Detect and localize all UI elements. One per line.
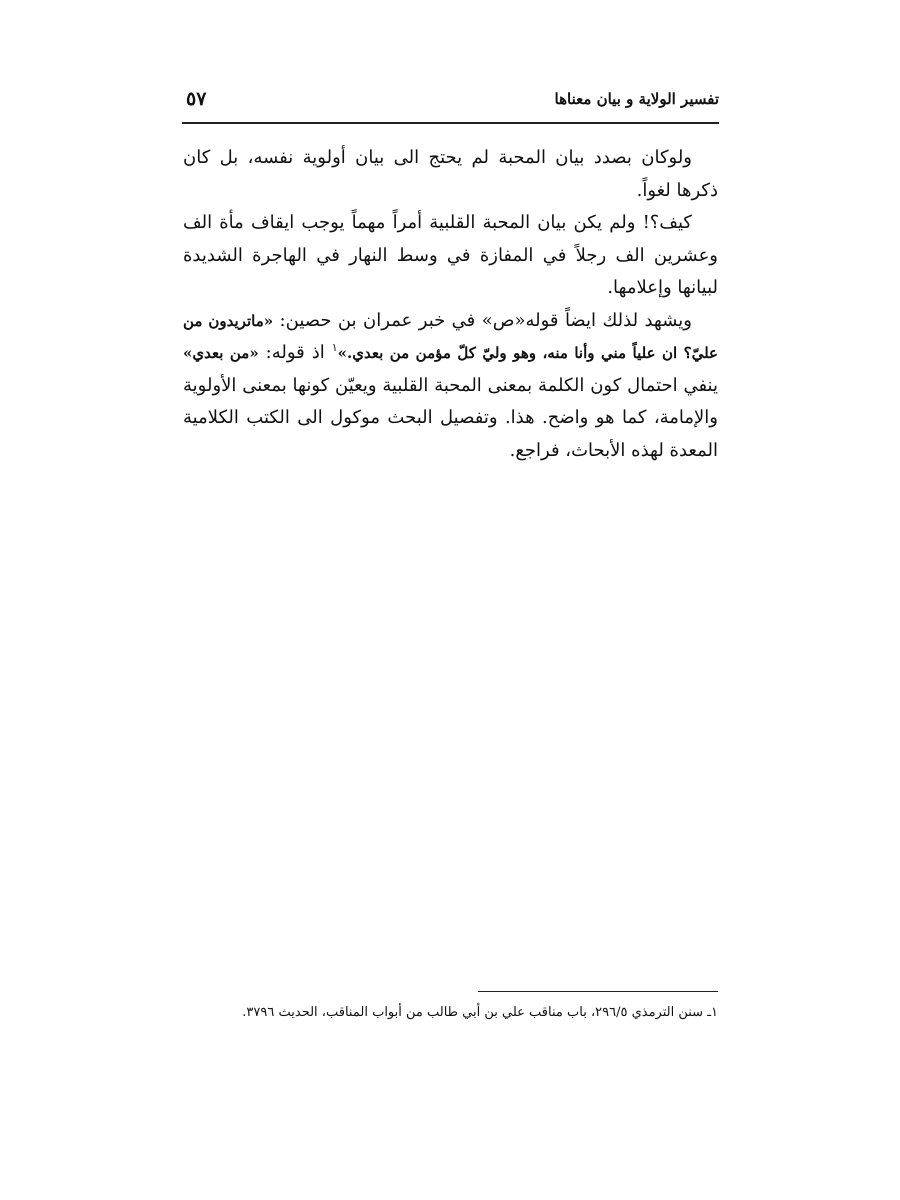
footnote-reference: ١ (331, 341, 338, 354)
main-text (183, 142, 718, 467)
page-header (182, 86, 719, 116)
paragraph-3-intro: ويشهد لذلك ايضاً قوله«ص» في خبر عمران بن حصين: (279, 309, 692, 331)
footnote: ١ـ سنن الترمذي ٢٩٦/٥، باب مناقب علي بن أبي طالب من أبواب المناقب، الحديث ٣٧٩٦. (242, 1005, 718, 1020)
page-number: ٥٧ (186, 88, 207, 110)
paragraph-3 (183, 305, 718, 468)
hadith-quote: «ماتريدون من عليّ؟ ان علياً مني وأنا منه، وهو وليّ كلّ مؤمن من بعدي.» (183, 311, 719, 362)
running-header-title: تفسير الولاية و بيان معناها (554, 90, 719, 108)
paragraph-3-end: ينفي احتمال كون الكلمة بمعنى المحبة القلبية ويعيّن كونها بمعنى الأولوية والإمامة، كما هو واضح. هذا. وتفصيل البحث موكول الى الكتب الكلامية المعدة لهذه الأبحاث، فراجع. (183, 374, 718, 461)
quoted-phrase: «من بعدي» (183, 344, 259, 362)
header-rule (182, 122, 719, 124)
paragraph-1: ولوكان بصدد بيان المحبة لم يحتج الى بيان أولوية نفسه، بل كان ذكرها لغواً. (183, 147, 718, 201)
footnote-rule (478, 991, 718, 992)
paragraph-3-mid: اذ قوله: (265, 342, 325, 363)
paragraph-2: كيف؟! ولم يكن بيان المحبة القلبية أمراً مهماً يوجب ايقاف مأة الف وعشرين الف رجلاً في المفازة في وسط النهار في الهاجرة الشديدة لبيانها وإعلامها. (183, 212, 718, 298)
